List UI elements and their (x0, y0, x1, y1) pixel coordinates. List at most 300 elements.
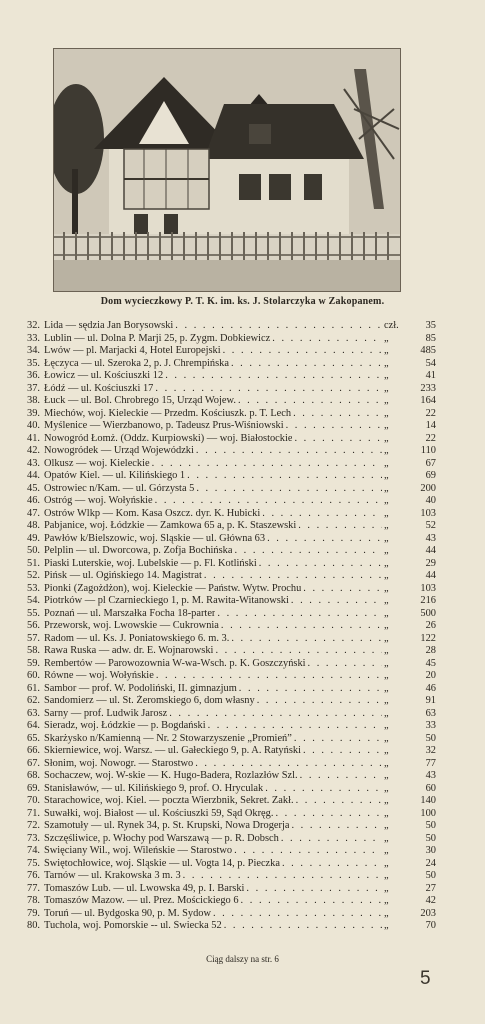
entry-amount: 27 (425, 882, 436, 894)
entry-amount: 43 (425, 532, 436, 544)
entry-unit: „ (384, 920, 389, 931)
page-number: 5 (420, 968, 431, 989)
list-item (18, 708, 436, 721)
entry-number: 51. (27, 557, 40, 569)
list-item (18, 395, 436, 408)
entry-number: 54. (27, 595, 40, 606)
entry-number: 68. (27, 770, 40, 781)
list-item (18, 458, 436, 471)
list-item (18, 695, 436, 708)
leader-dots (291, 595, 382, 608)
leader-dots (303, 583, 382, 596)
entry-amount: 70 (425, 920, 436, 931)
entry-amount: 60 (425, 782, 436, 794)
entry-text: Ostrów Wlkp — Kom. Kasa Oszcz. dyr. K. Hubicki (44, 507, 261, 519)
entry-number: 45. (27, 482, 40, 494)
leader-dots (234, 845, 382, 858)
entry-amount: 46 (425, 682, 436, 694)
entry-number: 43. (27, 457, 40, 469)
leader-dots (272, 333, 382, 346)
entry-unit: „ (384, 882, 389, 894)
leader-dots (231, 633, 382, 646)
entry-text: Świętochłowice, woj. Śląskie — ul. Vogta 14, p. Pieczka (44, 857, 280, 869)
entry-unit: „ (384, 895, 389, 906)
leader-dots (196, 483, 382, 496)
entry-number: 32. (27, 320, 40, 331)
entry-unit: „ (384, 820, 389, 831)
entry-number: 59. (27, 657, 40, 669)
entry-number: 75. (27, 857, 40, 869)
entry-unit: „ (384, 857, 389, 869)
entry-amount: 67 (425, 457, 436, 469)
list-item (18, 533, 436, 546)
entry-text: Tomaszów Mazow. — ul. Prez. Mościckiego 6 (44, 895, 239, 906)
entry-text: Miechów, woj. Kieleckie — Przedm. Kościuszk. p. T. Lech (44, 407, 292, 419)
entry-unit: „ (384, 745, 389, 756)
entry-unit: „ (384, 370, 389, 381)
entry-text: Opatów Kiel. — ul. Kilińskiego 1 (44, 470, 186, 481)
entry-text: Piotrków — pl Czarnieckiego 1, p. M. Rawita-Witanowski (44, 595, 289, 606)
entry-unit: „ (384, 782, 389, 794)
entry-text: Lida — sędzia Jan Borysowski (44, 320, 174, 331)
entry-text: Ostróg — woj. Wołyńskie (44, 495, 153, 506)
entry-text: Suwałki, woj. Białost — ul. Kościuszki 59, Sąd Okręg. (44, 807, 274, 819)
entry-unit: „ (384, 482, 389, 494)
list-item (18, 908, 436, 921)
list-item (18, 620, 436, 633)
entry-text: Nowogród Łomż. (Oddz. Kurpiowski) — woj. Białostockie (44, 432, 293, 444)
list-item (18, 595, 436, 608)
entry-amount: 100 (420, 807, 436, 819)
entry-unit: „ (384, 357, 389, 369)
entry-number: 47. (27, 507, 40, 519)
leader-dots (246, 883, 382, 896)
entry-amount: 44 (425, 545, 436, 556)
entry-text: Tarnów — ul. Krakowska 3 m. 3 (44, 870, 181, 881)
leader-dots (291, 820, 382, 833)
entry-unit: „ (384, 870, 389, 881)
entry-text: Sarny — prof. Ludwik Jarosz (44, 707, 168, 719)
leader-dots (238, 395, 382, 408)
list-item (18, 608, 436, 621)
entry-number: 57. (27, 632, 40, 644)
entry-unit: „ (384, 695, 389, 706)
list-item (18, 808, 436, 821)
entry-number: 70. (27, 795, 40, 806)
entry-amount: 63 (425, 707, 436, 719)
entry-unit: czł. (384, 320, 399, 331)
leader-dots (286, 420, 382, 433)
list-item (18, 370, 436, 383)
list-item (18, 870, 436, 883)
entry-amount: 122 (420, 632, 436, 644)
leader-dots (275, 808, 382, 821)
entry-amount: 33 (425, 720, 436, 731)
entry-unit: „ (384, 732, 389, 744)
entry-text: Lublin — ul. Dolna P. Marji 25, p. Zygm. Dobkiewicz (44, 332, 271, 344)
entry-amount: 110 (420, 445, 436, 456)
entry-amount: 50 (425, 870, 436, 881)
entry-number: 46. (27, 495, 40, 506)
list-item (18, 845, 436, 858)
entry-unit: „ (384, 445, 389, 456)
entry-number: 67. (27, 757, 40, 769)
entry-amount: 140 (420, 795, 436, 806)
entry-text: Łowicz — ul. Kościuszki 12 (44, 370, 164, 381)
entry-number: 61. (27, 682, 40, 694)
leader-dots (183, 870, 382, 883)
entry-number: 49. (27, 532, 40, 544)
entry-number: 35. (27, 357, 40, 369)
entry-number: 69. (27, 782, 40, 794)
entry-amount: 30 (425, 845, 436, 856)
entry-amount: 24 (425, 857, 436, 869)
entry-unit: „ (384, 682, 389, 694)
list-item (18, 745, 436, 758)
entry-text: Sochaczew, woj. W-skie — K. Hugo-Badera, Rozlazłów Szl. (44, 770, 298, 781)
leader-dots (281, 833, 382, 846)
entry-amount: 77 (425, 757, 436, 769)
entry-text: Pawłów k/Bielszowic, woj. Śląskie — ul. Główna 63 (44, 532, 266, 544)
list-item (18, 858, 436, 871)
entry-unit: „ (384, 432, 389, 444)
list-item (18, 445, 436, 458)
entry-text: Piaski Luterskie, woj. Lubelskie — p. Fl. Kotliński (44, 557, 257, 569)
list-item (18, 670, 436, 683)
entry-amount: 54 (425, 357, 436, 369)
entry-number: 40. (27, 420, 40, 431)
photo-villa (53, 48, 401, 292)
entry-text: Ostrowiec n/Kam. — ul. Górzysta 5 (44, 482, 195, 494)
entry-unit: „ (384, 557, 389, 569)
entry-amount: 50 (425, 820, 436, 831)
list-item (18, 683, 436, 696)
entry-unit: „ (384, 845, 389, 856)
entry-unit: „ (384, 907, 389, 919)
entry-amount: 22 (425, 407, 436, 419)
entry-text: Pabjanice, woj. Łódzkie — Zamkowa 65 a, p. K. Staszewski (44, 520, 297, 531)
entry-amount: 42 (425, 895, 436, 906)
entry-text: Poznań — ul. Marszałka Focha 18-parter (44, 607, 216, 619)
entry-number: 60. (27, 670, 40, 681)
entry-text: Łuck — ul. Bol. Chrobrego 15, Urząd Wojew. (44, 395, 236, 406)
entry-unit: „ (384, 382, 389, 394)
entry-text: Tuchola, woj. Pomorskie -- ul. Świecka 52 (44, 920, 222, 931)
entry-unit: „ (384, 470, 389, 481)
list-item (18, 483, 436, 496)
entry-text: Sandomierz — ul. St. Żeromskiego 6, dom własny (44, 695, 255, 706)
leader-dots (152, 458, 382, 471)
entry-number: 63. (27, 707, 40, 719)
list-item (18, 833, 436, 846)
entry-unit: „ (384, 832, 389, 844)
leader-dots (175, 320, 382, 333)
leader-dots (196, 445, 382, 458)
list-item (18, 783, 436, 796)
list-item (18, 320, 436, 333)
entry-number: 79. (27, 907, 40, 919)
leader-dots (296, 795, 382, 808)
leader-dots (294, 433, 382, 446)
entry-amount: 216 (420, 595, 436, 606)
entry-text: Olkusz — woj. Kieleckie (44, 457, 150, 469)
entry-amount: 20 (425, 670, 436, 681)
entry-unit: „ (384, 632, 389, 644)
entry-unit: „ (384, 807, 389, 819)
leader-dots (308, 658, 382, 671)
entry-number: 38. (27, 395, 40, 406)
list-item (18, 408, 436, 421)
entry-text: Rawa Ruska — adw. dr. E. Wojnarowski (44, 645, 214, 656)
entry-number: 65. (27, 732, 40, 744)
entry-number: 55. (27, 607, 40, 619)
leader-dots (262, 508, 382, 521)
entry-unit: „ (384, 770, 389, 781)
entry-unit: „ (384, 707, 389, 719)
leader-dots (224, 920, 382, 933)
entry-amount: 200 (420, 482, 436, 494)
entry-unit: „ (384, 620, 389, 631)
entry-number: 64. (27, 720, 40, 731)
entry-text: Łęczyca — ul. Szeroka 2, p. J. Chrempińska (44, 357, 229, 369)
entry-number: 78. (27, 895, 40, 906)
list-item (18, 720, 436, 733)
list-item (18, 633, 436, 646)
leader-dots (298, 520, 382, 533)
list-item (18, 333, 436, 346)
entry-text: Szczęśliwice, p. Włochy pod Warszawą — p. R. Dobsch (44, 832, 279, 844)
entry-unit: „ (384, 395, 389, 406)
entry-text: Skarżysko n/Kamienną — Nr. 2 Stowarzyszenie „Promień” (44, 732, 292, 744)
list-item (18, 420, 436, 433)
villa-illustration (54, 49, 400, 291)
list-item (18, 758, 436, 771)
leader-dots (223, 345, 382, 358)
leader-dots (213, 908, 382, 921)
list-item (18, 345, 436, 358)
leader-dots (221, 620, 382, 633)
entry-text: Lwów — pl. Marjacki 4, Hotel Europejski (44, 345, 221, 356)
entry-number: 62. (27, 695, 40, 706)
entry-text: Toruń — ul. Bydgoska 90, p. M. Sydow (44, 907, 211, 919)
list-item (18, 470, 436, 483)
entry-unit: „ (384, 345, 389, 356)
entry-amount: 164 (420, 395, 436, 406)
list-item (18, 920, 436, 933)
entry-amount: 52 (425, 520, 436, 531)
list-item (18, 583, 436, 596)
list-item (18, 795, 436, 808)
entry-number: 34. (27, 345, 40, 356)
entry-number: 44. (27, 470, 40, 481)
entry-amount: 28 (425, 645, 436, 656)
entry-number: 66. (27, 745, 40, 756)
entry-text: Rembertów — Parowozownia W-wa-Wsch. p. K. Goszczyński (44, 657, 306, 669)
entry-number: 36. (27, 370, 40, 381)
leader-dots (187, 470, 382, 483)
entry-number: 58. (27, 645, 40, 656)
photo-caption: Dom wycieczkowy P. T. K. im. ks. J. Stolarczyka w Zakopanem. (100, 296, 385, 307)
entry-text: Szamotuły — ul. Rynek 34, p. St. Krupski, Nowa Drogerja (44, 820, 290, 831)
entry-unit: „ (384, 582, 389, 594)
leader-dots (204, 570, 382, 583)
entry-number: 53. (27, 582, 40, 594)
entry-number: 72. (27, 820, 40, 831)
entry-unit: „ (384, 595, 389, 606)
leader-dots (195, 758, 382, 771)
entry-text: Pionki (Zagożdżon), woj. Kieleckie — Państw. Wytw. Prochu (44, 582, 302, 594)
entry-amount: 103 (420, 582, 436, 594)
entry-text: Tomaszów Lub. — ul. Lwowska 49, p. I. Barski (44, 882, 245, 894)
entry-text: Sieradz, woj. Łódzkie — p. Bogdański (44, 720, 206, 731)
entry-number: 71. (27, 807, 40, 819)
member-list (18, 320, 436, 933)
leader-dots (293, 408, 382, 421)
leader-dots (300, 770, 382, 783)
entry-text: Łódź — ul. Kościuszki 17 (44, 382, 154, 394)
entry-number: 76. (27, 870, 40, 881)
entry-text: Myślenice — Wierzbanowo, p. Tadeusz Prus-Wiśniowski (44, 420, 284, 431)
entry-number: 77. (27, 882, 40, 894)
leader-dots (156, 670, 382, 683)
list-item (18, 433, 436, 446)
list-item (18, 545, 436, 558)
leader-dots (208, 720, 382, 733)
entry-amount: 500 (420, 607, 436, 619)
entry-unit: „ (384, 645, 389, 656)
leader-dots (267, 533, 382, 546)
entry-unit: „ (384, 457, 389, 469)
entry-amount: 32 (425, 745, 436, 756)
entry-unit: „ (384, 657, 389, 669)
list-item (18, 383, 436, 396)
entry-unit: „ (384, 545, 389, 556)
leader-dots (239, 683, 382, 696)
entry-unit: „ (384, 420, 389, 431)
ground (54, 260, 400, 291)
entry-amount: 35 (425, 320, 436, 331)
list-item (18, 570, 436, 583)
entry-number: 42. (27, 445, 40, 456)
entry-unit: „ (384, 607, 389, 619)
list-item (18, 520, 436, 533)
entry-text: Radom — ul. Ks. J. Poniatowskiego 6. m. 3. (44, 632, 230, 644)
entry-amount: 50 (425, 732, 436, 744)
list-item (18, 733, 436, 746)
entry-text: Stanisławów, — ul. Kilińskiego 9, prof. O. Hryculak (44, 782, 264, 794)
entry-amount: 41 (425, 370, 436, 381)
entry-amount: 103 (420, 507, 436, 519)
entry-amount: 44 (425, 570, 436, 581)
entry-unit: „ (384, 495, 389, 506)
entry-text: Starachowice, woj. Kiel. — poczta Wierzbnik, Sekret. Zakł. (44, 795, 294, 806)
entry-number: 80. (27, 920, 40, 931)
entry-unit: „ (384, 570, 389, 581)
entry-unit: „ (384, 507, 389, 519)
leader-dots (231, 358, 382, 371)
entry-amount: 91 (425, 695, 436, 706)
fence (54, 234, 400, 260)
leader-dots (169, 708, 382, 721)
entry-amount: 233 (420, 382, 436, 394)
entry-number: 41. (27, 432, 40, 444)
leader-dots (155, 383, 382, 396)
list-item (18, 820, 436, 833)
entry-number: 50. (27, 545, 40, 556)
entry-text: Równe — woj. Wołyńskie (44, 670, 154, 681)
entry-text: Święciany Wil., woj. Wileńskie — Starostwo (44, 845, 233, 856)
entry-number: 52. (27, 570, 40, 581)
entry-unit: „ (384, 407, 389, 419)
entry-text: Nowogródek — Urząd Wojewódzki (44, 445, 194, 456)
leader-dots (215, 645, 382, 658)
list-item (18, 895, 436, 908)
entry-text: Skierniewice, woj. Warsz. — ul. Gałeckiego 9, p. A. Ratyński (44, 745, 301, 756)
entry-amount: 69 (425, 470, 436, 481)
entry-amount: 485 (420, 345, 436, 356)
list-item (18, 645, 436, 658)
entry-number: 73. (27, 832, 40, 844)
list-item (18, 495, 436, 508)
entry-amount: 43 (425, 770, 436, 781)
leader-dots (155, 495, 382, 508)
list-item (18, 883, 436, 896)
entry-unit: „ (384, 795, 389, 806)
leader-dots (265, 783, 382, 796)
entry-unit: „ (384, 720, 389, 731)
entry-amount: 50 (425, 832, 436, 844)
leader-dots (165, 370, 382, 383)
entry-unit: „ (384, 520, 389, 531)
continued-note: Ciąg dalszy na str. 6 (206, 954, 279, 964)
leader-dots (241, 895, 382, 908)
entry-amount: 40 (425, 495, 436, 506)
entry-text: Przeworsk, woj. Lwowskie — Cukrownia (44, 620, 219, 631)
entry-amount: 14 (425, 420, 436, 431)
list-item (18, 658, 436, 671)
entry-amount: 26 (425, 620, 436, 631)
leader-dots (259, 558, 382, 571)
leader-dots (282, 858, 382, 871)
list-item (18, 770, 436, 783)
entry-unit: „ (384, 332, 389, 344)
entry-number: 74. (27, 845, 40, 856)
entry-number: 48. (27, 520, 40, 531)
entry-amount: 85 (425, 332, 436, 344)
leader-dots (234, 545, 382, 558)
leader-dots (257, 695, 382, 708)
entry-text: Pińsk — ul. Ogińskiego 14. Magistrat (44, 570, 202, 581)
entry-amount: 22 (425, 432, 436, 444)
entry-unit: „ (384, 532, 389, 544)
entry-amount: 203 (420, 907, 436, 919)
entry-number: 39. (27, 407, 40, 419)
entry-unit: „ (384, 670, 389, 681)
entry-number: 37. (27, 382, 40, 394)
leader-dots (294, 733, 382, 746)
entry-text: Słonim, woj. Nowogr. — Starostwo (44, 757, 194, 769)
leader-dots (217, 608, 382, 621)
entry-unit: „ (384, 757, 389, 769)
list-item (18, 558, 436, 571)
list-item (18, 508, 436, 521)
leader-dots (303, 745, 382, 758)
entry-number: 33. (27, 332, 40, 344)
entry-number: 56. (27, 620, 40, 631)
entry-text: Sambor — prof. W. Podoliński, II. gimnazjum (44, 682, 237, 694)
entry-amount: 45 (425, 657, 436, 669)
list-item (18, 358, 436, 371)
